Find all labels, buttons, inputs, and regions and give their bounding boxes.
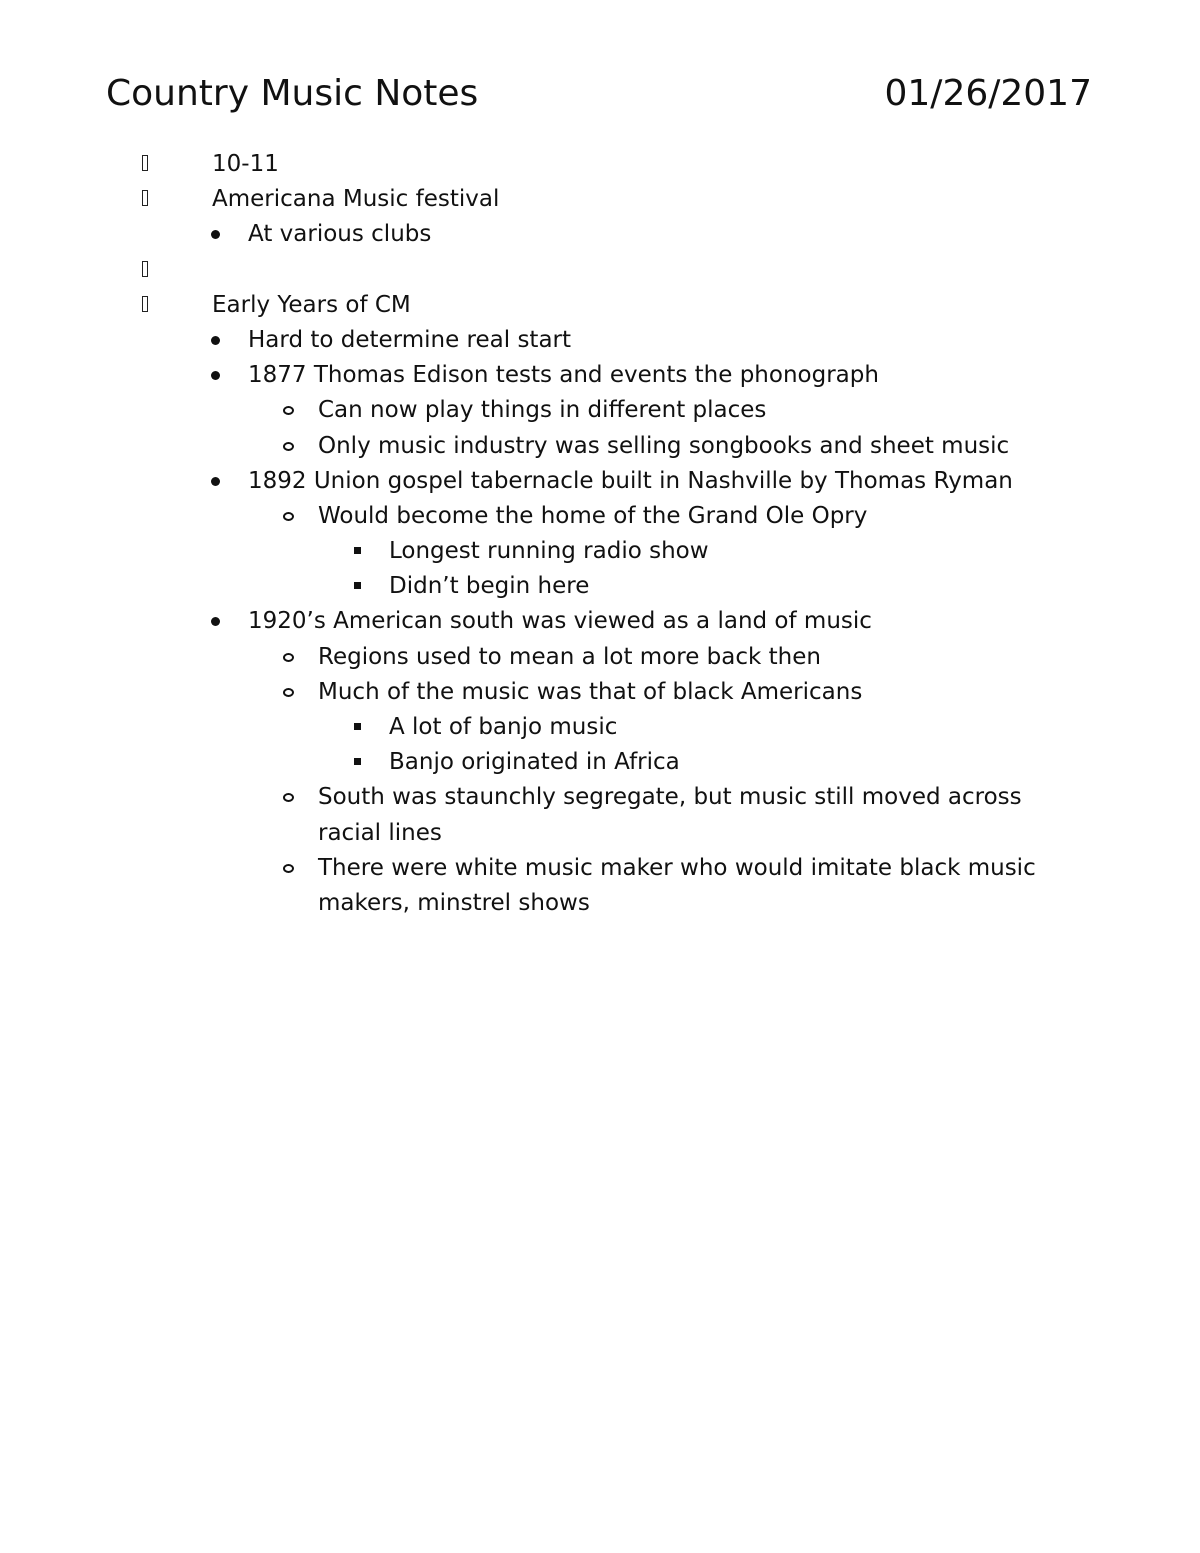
list-item [0,745,1200,780]
bullet-square-icon [354,745,362,780]
list-item [0,358,1200,393]
list-item-text: 1877 Thomas Edison tests and events the phonograph [248,362,879,389]
bullet-dot-icon [211,358,221,393]
checkbox-icon [142,253,152,288]
bullet-dot-icon [211,323,221,358]
list-item [0,604,1200,639]
list-item-text: Early Years of CM [212,291,411,318]
list-item-text: racial lines [318,819,442,846]
list-item [0,569,1200,604]
list-item [0,147,1200,182]
list-item [0,851,1200,886]
page-title: Country Music Notes [106,73,479,114]
list-item [0,393,1200,428]
list-item [0,323,1200,358]
list-item [0,429,1200,464]
bullet-dot-icon [211,217,221,252]
bullet-circle-icon [283,429,295,464]
list-item-text: Banjo originated in Africa [389,749,680,776]
list-item [0,288,1200,323]
list-item-text: Regions used to mean a lot more back then [318,643,821,670]
list-item-text: 10-11 [212,151,279,177]
list-item [0,253,1200,288]
checkbox-icon [142,182,152,217]
list-item [0,499,1200,534]
list-item-text: Much of the music was that of black Americans [318,678,863,705]
bullet-circle-icon [283,675,295,710]
bullet-circle-icon [283,851,295,886]
bullet-circle-icon [283,499,295,534]
list-item [0,464,1200,499]
list-item [0,534,1200,569]
list-item-text: Can now play things in different places [318,397,767,424]
bullet-square-icon [354,569,362,604]
list-item-text: Didn’t begin here [389,573,590,600]
list-item [0,675,1200,710]
list-item [0,710,1200,745]
list-item-text: makers, minstrel shows [318,889,590,916]
checkbox-icon [142,147,152,182]
bullet-circle-icon [283,780,295,815]
list-item-continuation [0,816,1200,851]
list-item [0,182,1200,217]
list-item-text: Hard to determine real start [248,326,572,353]
bullet-dot-icon [211,464,221,499]
list-item [0,780,1200,815]
list-item-text: There were white music maker who would imitate black music [318,854,1036,881]
bullet-circle-icon [283,393,295,428]
bullet-square-icon [354,534,362,569]
list-item-text: At various clubs [248,221,432,248]
checkbox-icon [142,288,152,323]
notes-list [0,147,1200,921]
page-date: 01/26/2017 [884,73,1092,114]
list-item-text: 1920’s American south was viewed as a land of music [248,608,872,635]
list-item [0,217,1200,252]
list-item [0,640,1200,675]
list-item-text: Only music industry was selling songbooks and sheet music [318,432,1010,459]
list-item-text: A lot of banjo music [389,714,618,740]
bullet-circle-icon [283,640,295,675]
list-item-continuation [0,886,1200,921]
list-item-text: Americana Music festival [212,186,500,213]
list-item-text: South was staunchly segregate, but music still moved across [318,784,1022,811]
list-item-text: Longest running radio show [389,538,709,565]
list-item-text: Would become the home of the Grand Ole Opry [318,502,868,529]
list-item-text: 1892 Union gospel tabernacle built in Nashville by Thomas Ryman [248,467,1013,494]
bullet-dot-icon [211,604,221,639]
bullet-square-icon [354,710,362,745]
